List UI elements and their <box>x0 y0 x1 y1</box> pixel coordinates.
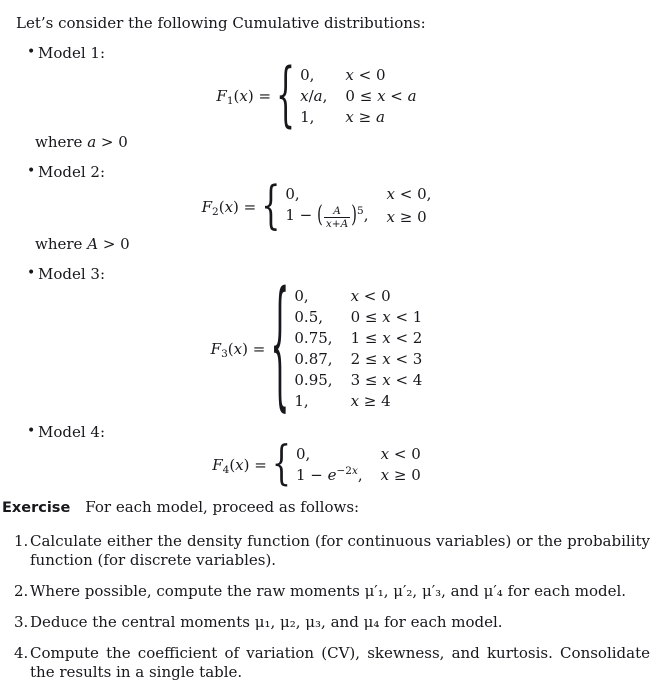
subscript <box>227 95 234 107</box>
item-number: 3. <box>14 613 29 631</box>
equation-lhs <box>212 456 267 475</box>
model-1 <box>2 44 651 152</box>
math-token: A <box>340 218 349 230</box>
case-value <box>294 286 332 307</box>
math-token: 5 <box>357 205 364 217</box>
left-brace-icon: { <box>261 176 281 236</box>
math-token: x <box>239 87 248 105</box>
cases-grid <box>285 184 431 230</box>
big-paren-icon: ( <box>316 200 323 229</box>
big-paren-icon: ) <box>351 200 358 229</box>
case-condition <box>345 107 416 128</box>
model-item <box>2 44 651 63</box>
subscript <box>221 348 228 360</box>
math-token: x <box>382 371 391 389</box>
math-token: ( <box>218 197 225 216</box>
case-value <box>300 107 327 128</box>
model-2 <box>2 163 651 254</box>
math-token: A <box>87 235 99 253</box>
case-condition <box>351 286 423 307</box>
math-token: > 0 <box>98 235 130 253</box>
math-token: ≥ <box>353 108 376 126</box>
math-token: ) = <box>242 339 266 358</box>
math-token: < 2 <box>390 329 423 347</box>
model-label: Model 3: <box>38 265 106 283</box>
exercise-label: Exercise <box>2 500 71 516</box>
math-token: x <box>382 350 391 368</box>
math-token: ≥ 0 <box>389 466 421 484</box>
math-token: < 4 <box>390 371 423 389</box>
fraction <box>324 205 350 230</box>
math-token: where <box>35 133 88 151</box>
case-condition <box>381 444 421 465</box>
case-value <box>285 200 369 230</box>
model-3 <box>2 265 651 429</box>
math-token: 0.95, <box>294 371 333 389</box>
math-token: a <box>375 108 385 126</box>
cases-grid <box>296 444 421 486</box>
math-token: 4 <box>222 463 230 476</box>
math-token: x <box>377 87 386 105</box>
superscript <box>357 205 364 217</box>
model-label: Model 1: <box>38 44 106 62</box>
math-token: < 1 <box>390 308 423 326</box>
exercise-item-2 <box>2 582 651 601</box>
math-token: ) = <box>247 87 272 105</box>
cases-grid <box>294 286 422 412</box>
case-value <box>294 370 332 391</box>
math-token: x <box>382 308 391 326</box>
equation-lhs <box>202 198 257 217</box>
math-token: 0.5, <box>294 308 324 326</box>
math-token: x <box>380 466 390 484</box>
math-token: 0, <box>300 66 315 84</box>
math-token: 0.87, <box>294 350 333 368</box>
math-token: 3 ≤ <box>350 371 383 389</box>
case-value <box>294 328 332 349</box>
case-condition <box>351 307 423 328</box>
math-token: 0, <box>285 185 300 203</box>
math-token: a <box>407 87 417 105</box>
item-text: Calculate either the density function (for continuous variables) or the probability function (for discrete variables). <box>30 532 650 569</box>
case-value <box>294 391 332 412</box>
math-token: F <box>201 197 213 216</box>
math-token: x <box>350 287 360 305</box>
math-token: ) = <box>233 197 257 216</box>
math-token: , <box>363 206 369 224</box>
model-label: Model 4: <box>38 423 106 441</box>
case-condition <box>345 86 416 107</box>
left-brace-icon: { <box>276 54 296 137</box>
case-value <box>300 86 327 107</box>
math-token: A <box>333 205 341 217</box>
math-token: + <box>331 218 341 230</box>
model-label: Model 2: <box>38 163 106 181</box>
exercise-item-3 <box>2 613 651 632</box>
math-token: 2 <box>212 205 219 218</box>
math-token: < 0, <box>394 185 432 203</box>
math-token: ≥ 0 <box>394 208 427 226</box>
equation <box>2 54 631 137</box>
math-token: a <box>313 87 323 105</box>
case-value <box>294 349 332 370</box>
math-token: 0.75, <box>294 329 333 347</box>
math-token: 1 ≤ <box>350 329 383 347</box>
item-number: 4. <box>14 644 29 662</box>
math-token: x <box>325 218 332 230</box>
math-token: ( <box>227 339 234 358</box>
cases-grid <box>300 65 416 128</box>
case-condition <box>381 465 421 486</box>
item-number: 2. <box>14 582 29 600</box>
math-token: 1, <box>294 392 309 410</box>
equation <box>2 176 631 236</box>
math-token: 1 − <box>295 466 328 484</box>
left-brace-icon: { <box>271 437 291 492</box>
math-token: a <box>87 133 97 151</box>
math-token: x <box>224 197 234 216</box>
math-token: ( <box>233 87 240 105</box>
models-list <box>2 44 651 492</box>
math-token: 3 <box>221 347 228 360</box>
where-note <box>35 133 651 152</box>
math-token: e <box>327 466 337 484</box>
math-token: < 3 <box>390 350 423 368</box>
math-token: F <box>210 339 222 358</box>
equation-lhs <box>216 87 271 106</box>
math-token: < <box>385 87 408 105</box>
math-token: 0 ≤ <box>345 87 378 105</box>
math-token: / <box>308 87 314 105</box>
where-note <box>35 235 651 254</box>
case-value <box>296 465 363 486</box>
case-condition <box>387 207 432 228</box>
exercise-item-1 <box>2 532 651 570</box>
math-token: , <box>322 87 328 105</box>
item-text: Where possible, compute the raw moments μ′₁, μ′₂, μ′₃, and μ′₄ for each model. <box>30 582 627 600</box>
item-number: 1. <box>14 532 29 550</box>
exercise-item-4 <box>2 644 651 682</box>
math-token: x <box>235 455 244 474</box>
math-token: x <box>351 465 358 477</box>
math-token: ( <box>229 455 236 474</box>
math-token: < 0 <box>389 445 421 463</box>
item-text: Deduce the central moments μ₁, μ₂, μ₃, and μ₄ for each model. <box>30 613 503 631</box>
case-value <box>296 444 363 465</box>
math-token: 0, <box>294 287 309 305</box>
math-token: x <box>300 87 309 105</box>
case-condition <box>351 391 423 412</box>
case-condition <box>387 184 432 205</box>
math-token: F <box>212 455 223 474</box>
case-condition <box>345 65 416 86</box>
model-item <box>2 163 651 182</box>
model-item <box>2 423 651 442</box>
subscript <box>212 206 219 218</box>
case-condition <box>351 328 423 349</box>
bullet-icon: • <box>27 265 36 281</box>
case-value <box>294 307 332 328</box>
math-token: x <box>345 66 354 84</box>
math-token: 1 <box>226 95 234 107</box>
model-item <box>2 265 651 284</box>
math-token: 1 − <box>285 206 317 224</box>
math-token: ≥ 4 <box>359 392 391 410</box>
model-4 <box>2 423 651 492</box>
exercise-heading <box>2 498 651 518</box>
left-brace-icon: { <box>270 265 290 429</box>
denominator <box>324 218 350 230</box>
math-token: where <box>35 235 88 253</box>
math-token: x <box>345 108 354 126</box>
math-token: x <box>350 392 360 410</box>
equation-lhs <box>211 340 266 359</box>
math-token: F <box>216 87 227 105</box>
math-token: x <box>382 329 391 347</box>
bullet-icon: • <box>27 44 36 60</box>
case-condition <box>351 349 423 370</box>
math-token: x <box>386 185 395 203</box>
item-text: Compute the coefficient of variation (CV), skewness, and kurtosis. Consolidate the results in a single table. <box>30 644 650 681</box>
math-token: x <box>380 445 390 463</box>
math-token: , <box>357 466 363 484</box>
math-token: 0 ≤ <box>350 308 383 326</box>
exercise-items-list <box>2 532 651 682</box>
math-token: x <box>386 208 395 226</box>
bullet-icon: • <box>27 163 36 179</box>
equation <box>2 437 631 492</box>
bullet-icon: • <box>27 423 36 439</box>
math-token: −2 <box>336 465 352 477</box>
numerator <box>324 205 350 218</box>
math-token: > 0 <box>96 133 128 151</box>
math-token: x <box>233 339 243 358</box>
intro-text: Let’s consider the following Cumulative distributions: <box>16 14 426 32</box>
math-token: < 0 <box>359 287 391 305</box>
exercise-intro: For each model, proceed as follows: <box>85 498 360 516</box>
math-token: ) = <box>243 455 267 474</box>
case-value <box>300 65 327 86</box>
superscript <box>336 465 357 477</box>
math-token: 0, <box>295 445 311 463</box>
math-token: 1, <box>300 108 315 126</box>
math-token: 2 ≤ <box>350 350 383 368</box>
case-condition <box>351 370 423 391</box>
math-token: < 0 <box>353 66 386 84</box>
